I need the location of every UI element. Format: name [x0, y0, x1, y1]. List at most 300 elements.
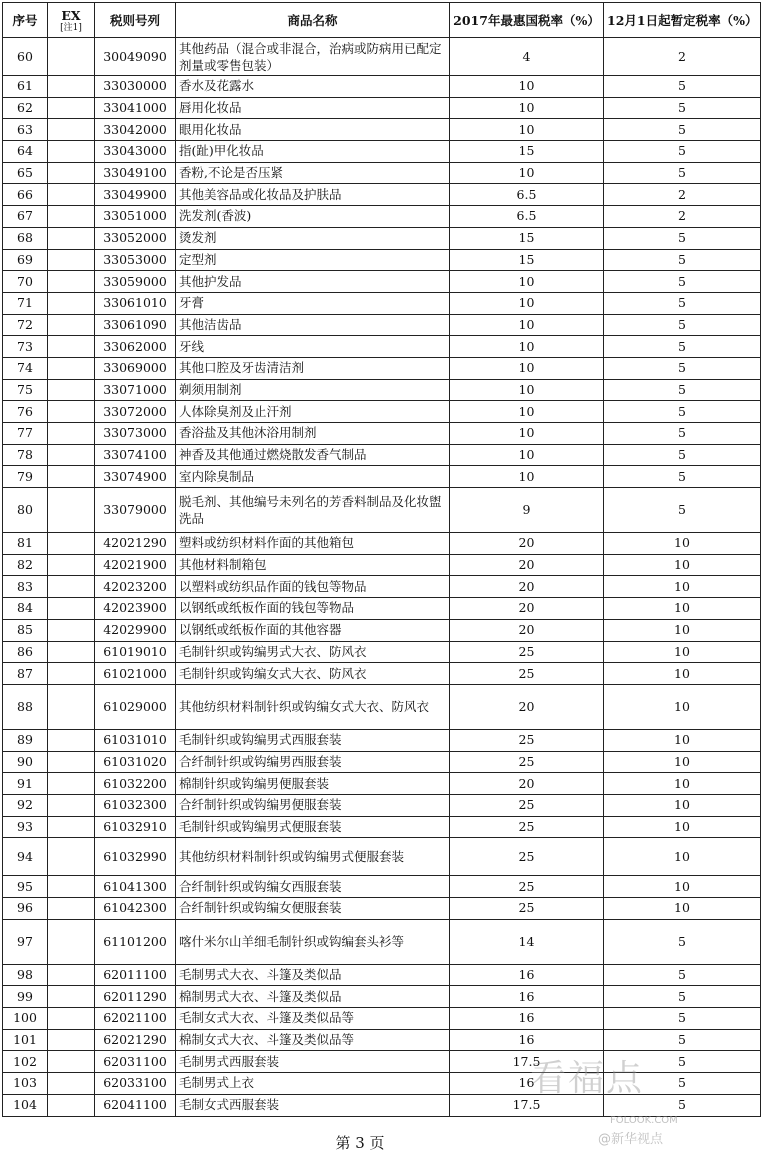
cell-ex	[48, 401, 95, 423]
cell-code: 61029000	[95, 684, 176, 729]
cell-rate-dec: 10	[604, 729, 761, 751]
cell-code: 33074100	[95, 444, 176, 466]
cell-name: 定型剂	[176, 249, 450, 271]
cell-name: 其他材料制箱包	[176, 554, 450, 576]
cell-no: 67	[3, 206, 48, 228]
cell-rate-dec: 2	[604, 206, 761, 228]
cell-name: 香粉,不论是否压紧	[176, 162, 450, 184]
cell-name: 其他护发品	[176, 271, 450, 293]
cell-rate-2017: 10	[450, 466, 604, 488]
cell-rate-dec: 5	[604, 76, 761, 98]
cell-name: 合纤制针织或钩编女西服套装	[176, 876, 450, 898]
cell-no: 101	[3, 1029, 48, 1051]
cell-ex	[48, 684, 95, 729]
cell-code: 61042300	[95, 898, 176, 920]
cell-code: 61019010	[95, 641, 176, 663]
cell-rate-2017: 20	[450, 684, 604, 729]
cell-code: 33061090	[95, 314, 176, 336]
cell-no: 77	[3, 423, 48, 445]
cell-rate-dec: 5	[604, 336, 761, 358]
cell-rate-dec: 5	[604, 1073, 761, 1095]
cell-no: 78	[3, 444, 48, 466]
table-row	[3, 292, 761, 314]
cell-rate-dec: 10	[604, 663, 761, 685]
table-row	[3, 357, 761, 379]
cell-ex	[48, 619, 95, 641]
cell-code: 33049100	[95, 162, 176, 184]
cell-name: 室内除臭制品	[176, 466, 450, 488]
cell-rate-dec: 5	[604, 964, 761, 986]
cell-rate-2017: 25	[450, 751, 604, 773]
cell-no: 68	[3, 227, 48, 249]
cell-ex	[48, 227, 95, 249]
cell-rate-dec: 10	[604, 794, 761, 816]
cell-name: 牙线	[176, 336, 450, 358]
cell-code: 42021290	[95, 533, 176, 555]
cell-ex	[48, 729, 95, 751]
table-row	[3, 684, 761, 729]
cell-code: 33061010	[95, 292, 176, 314]
header-ex-label: EX	[61, 7, 81, 23]
cell-no: 76	[3, 401, 48, 423]
cell-name: 唇用化妆品	[176, 97, 450, 119]
cell-name: 眼用化妆品	[176, 119, 450, 141]
cell-name: 合纤制针织或钩编女便服套装	[176, 898, 450, 920]
cell-no: 96	[3, 898, 48, 920]
cell-code: 42023200	[95, 576, 176, 598]
cell-name: 其他口腔及牙齿清洁剂	[176, 357, 450, 379]
cell-rate-dec: 10	[604, 684, 761, 729]
table-row	[3, 838, 761, 876]
cell-rate-2017: 10	[450, 336, 604, 358]
cell-rate-2017: 17.5	[450, 1094, 604, 1116]
page-number: 第 3 页	[335, 1134, 385, 1152]
cell-no: 65	[3, 162, 48, 184]
header-rate-2017: 2017年最惠国税率（%）	[450, 3, 604, 38]
cell-rate-2017: 17.5	[450, 1051, 604, 1073]
table-row	[3, 751, 761, 773]
cell-name: 棉制针织或钩编男便服套装	[176, 773, 450, 795]
table-row	[3, 184, 761, 206]
cell-name: 毛制针织或钩编男式大衣、防风衣	[176, 641, 450, 663]
cell-rate-2017: 16	[450, 1029, 604, 1051]
cell-code: 42023900	[95, 598, 176, 620]
cell-rate-dec: 10	[604, 533, 761, 555]
cell-code: 33074900	[95, 466, 176, 488]
cell-code: 61101200	[95, 919, 176, 964]
cell-rate-2017: 20	[450, 576, 604, 598]
header-ex	[48, 3, 95, 38]
cell-rate-dec: 10	[604, 641, 761, 663]
cell-rate-dec: 5	[604, 271, 761, 293]
cell-rate-dec: 5	[604, 249, 761, 271]
cell-rate-2017: 15	[450, 249, 604, 271]
cell-code: 33072000	[95, 401, 176, 423]
cell-name: 毛制男式上衣	[176, 1073, 450, 1095]
cell-rate-dec: 10	[604, 576, 761, 598]
cell-no: 98	[3, 964, 48, 986]
cell-rate-dec: 5	[604, 401, 761, 423]
cell-rate-dec: 10	[604, 838, 761, 876]
header-no: 序号	[3, 3, 48, 38]
cell-ex	[48, 1008, 95, 1030]
cell-rate-2017: 4	[450, 38, 604, 76]
cell-code: 61032200	[95, 773, 176, 795]
cell-code: 33073000	[95, 423, 176, 445]
cell-rate-2017: 10	[450, 292, 604, 314]
cell-rate-2017: 10	[450, 76, 604, 98]
cell-name: 以钢纸或纸板作面的钱包等物品	[176, 598, 450, 620]
cell-rate-dec: 5	[604, 986, 761, 1008]
table-row	[3, 119, 761, 141]
cell-code: 33051000	[95, 206, 176, 228]
table-row	[3, 641, 761, 663]
table-row	[3, 1008, 761, 1030]
cell-rate-dec: 10	[604, 876, 761, 898]
cell-rate-2017: 25	[450, 641, 604, 663]
cell-ex	[48, 141, 95, 163]
cell-ex	[48, 964, 95, 986]
table-row	[3, 76, 761, 98]
cell-no: 74	[3, 357, 48, 379]
cell-code: 33041000	[95, 97, 176, 119]
header-ex-note: [注1]	[60, 22, 82, 33]
cell-no: 69	[3, 249, 48, 271]
cell-rate-dec: 5	[604, 292, 761, 314]
cell-ex	[48, 488, 95, 533]
table-row	[3, 919, 761, 964]
table-row	[3, 379, 761, 401]
cell-rate-dec: 5	[604, 119, 761, 141]
table-row	[3, 876, 761, 898]
table-row	[3, 964, 761, 986]
table-row	[3, 249, 761, 271]
cell-no: 71	[3, 292, 48, 314]
cell-rate-dec: 5	[604, 97, 761, 119]
cell-rate-dec: 5	[604, 919, 761, 964]
cell-name: 指(趾)甲化妆品	[176, 141, 450, 163]
cell-no: 102	[3, 1051, 48, 1073]
cell-name: 棉制男式大衣、斗篷及类似品	[176, 986, 450, 1008]
cell-name: 毛制男式西服套装	[176, 1051, 450, 1073]
cell-ex	[48, 336, 95, 358]
cell-rate-2017: 10	[450, 97, 604, 119]
table-header-row	[3, 3, 761, 38]
cell-no: 93	[3, 816, 48, 838]
cell-code: 61032300	[95, 794, 176, 816]
cell-rate-dec: 5	[604, 488, 761, 533]
cell-no: 73	[3, 336, 48, 358]
cell-rate-2017: 15	[450, 141, 604, 163]
cell-name: 毛制针织或钩编男式西服套装	[176, 729, 450, 751]
cell-name: 塑料或纺织材料作面的其他箱包	[176, 533, 450, 555]
table-row	[3, 162, 761, 184]
cell-rate-2017: 10	[450, 119, 604, 141]
cell-ex	[48, 119, 95, 141]
cell-ex	[48, 598, 95, 620]
cell-rate-dec: 10	[604, 816, 761, 838]
cell-no: 97	[3, 919, 48, 964]
cell-no: 60	[3, 38, 48, 76]
cell-no: 81	[3, 533, 48, 555]
cell-code: 33049900	[95, 184, 176, 206]
cell-code: 61021000	[95, 663, 176, 685]
cell-rate-dec: 10	[604, 898, 761, 920]
cell-code: 62011290	[95, 986, 176, 1008]
cell-ex	[48, 816, 95, 838]
cell-name: 香水及花露水	[176, 76, 450, 98]
cell-code: 61031010	[95, 729, 176, 751]
cell-name: 洗发剂(香波)	[176, 206, 450, 228]
cell-ex	[48, 1051, 95, 1073]
cell-rate-2017: 6.5	[450, 184, 604, 206]
table-row	[3, 444, 761, 466]
cell-name: 毛制女式大衣、斗篷及类似品等	[176, 1008, 450, 1030]
cell-name: 其他洁齿品	[176, 314, 450, 336]
table-row	[3, 97, 761, 119]
cell-rate-2017: 6.5	[450, 206, 604, 228]
cell-rate-2017: 9	[450, 488, 604, 533]
table-row	[3, 488, 761, 533]
cell-code: 33053000	[95, 249, 176, 271]
cell-no: 87	[3, 663, 48, 685]
cell-rate-dec: 5	[604, 141, 761, 163]
cell-no: 80	[3, 488, 48, 533]
cell-ex	[48, 554, 95, 576]
cell-ex	[48, 919, 95, 964]
cell-rate-2017: 16	[450, 1008, 604, 1030]
watermark-site: FOLOOK.COM	[610, 1115, 678, 1126]
cell-rate-2017: 25	[450, 876, 604, 898]
cell-name: 以钢纸或纸板作面的其他容器	[176, 619, 450, 641]
cell-rate-2017: 20	[450, 619, 604, 641]
cell-code: 33052000	[95, 227, 176, 249]
watermark-logo: 看福点	[530, 1058, 645, 1099]
cell-no: 83	[3, 576, 48, 598]
table-row	[3, 1029, 761, 1051]
table-row	[3, 619, 761, 641]
cell-rate-2017: 15	[450, 227, 604, 249]
cell-rate-2017: 25	[450, 838, 604, 876]
cell-rate-2017: 10	[450, 162, 604, 184]
cell-name: 牙膏	[176, 292, 450, 314]
cell-ex	[48, 898, 95, 920]
cell-name: 人体除臭剂及止汗剂	[176, 401, 450, 423]
cell-rate-dec: 10	[604, 773, 761, 795]
cell-name: 其他纺织材料制针织或钩编男式便服套装	[176, 838, 450, 876]
table-row	[3, 466, 761, 488]
cell-ex	[48, 292, 95, 314]
cell-code: 61032910	[95, 816, 176, 838]
header-rate-dec: 12月1日起暂定税率（%）	[604, 3, 761, 38]
cell-ex	[48, 314, 95, 336]
watermark-handle: @新华视点	[598, 1132, 664, 1147]
cell-name: 剃须用制剂	[176, 379, 450, 401]
cell-rate-dec: 5	[604, 423, 761, 445]
cell-name: 香浴盐及其他沐浴用制剂	[176, 423, 450, 445]
cell-code: 33042000	[95, 119, 176, 141]
cell-code: 62031100	[95, 1051, 176, 1073]
cell-name: 毛制针织或钩编男式便服套装	[176, 816, 450, 838]
table-row	[3, 1051, 761, 1073]
cell-ex	[48, 97, 95, 119]
table-row	[3, 227, 761, 249]
cell-code: 33043000	[95, 141, 176, 163]
cell-ex	[48, 751, 95, 773]
cell-no: 62	[3, 97, 48, 119]
cell-rate-dec: 5	[604, 444, 761, 466]
cell-rate-2017: 10	[450, 314, 604, 336]
cell-rate-dec: 10	[604, 554, 761, 576]
cell-ex	[48, 444, 95, 466]
table-row	[3, 816, 761, 838]
cell-ex	[48, 184, 95, 206]
header-code: 税则号列	[95, 3, 176, 38]
cell-ex	[48, 423, 95, 445]
cell-code: 61041300	[95, 876, 176, 898]
cell-ex	[48, 986, 95, 1008]
cell-ex	[48, 38, 95, 76]
table-body	[3, 38, 761, 1117]
cell-rate-dec: 10	[604, 598, 761, 620]
cell-rate-2017: 14	[450, 919, 604, 964]
cell-rate-2017: 25	[450, 816, 604, 838]
cell-ex	[48, 773, 95, 795]
cell-rate-2017: 25	[450, 663, 604, 685]
cell-no: 89	[3, 729, 48, 751]
cell-no: 99	[3, 986, 48, 1008]
cell-no: 104	[3, 1094, 48, 1116]
table-row	[3, 598, 761, 620]
table-row	[3, 898, 761, 920]
cell-ex	[48, 249, 95, 271]
cell-rate-2017: 10	[450, 379, 604, 401]
table-row	[3, 1073, 761, 1095]
table-row	[3, 38, 761, 76]
cell-ex	[48, 838, 95, 876]
cell-name: 其他药品（混合或非混合，治病或防病用已配定剂量或零售包装）	[176, 38, 450, 76]
cell-rate-dec: 5	[604, 162, 761, 184]
cell-no: 86	[3, 641, 48, 663]
cell-no: 70	[3, 271, 48, 293]
cell-no: 84	[3, 598, 48, 620]
cell-name: 合纤制针织或钩编男西服套装	[176, 751, 450, 773]
cell-rate-2017: 20	[450, 533, 604, 555]
cell-rate-dec: 5	[604, 1008, 761, 1030]
cell-name: 喀什米尔山羊细毛制针织或钩编套头衫等	[176, 919, 450, 964]
cell-no: 63	[3, 119, 48, 141]
cell-no: 72	[3, 314, 48, 336]
cell-no: 79	[3, 466, 48, 488]
cell-no: 91	[3, 773, 48, 795]
cell-rate-2017: 16	[450, 964, 604, 986]
cell-ex	[48, 794, 95, 816]
cell-name: 烫发剂	[176, 227, 450, 249]
cell-code: 33079000	[95, 488, 176, 533]
cell-code: 62021100	[95, 1008, 176, 1030]
cell-ex	[48, 1094, 95, 1116]
cell-rate-2017: 20	[450, 554, 604, 576]
cell-rate-2017: 20	[450, 598, 604, 620]
cell-rate-2017: 16	[450, 986, 604, 1008]
table-row	[3, 336, 761, 358]
table-row	[3, 773, 761, 795]
table-row	[3, 533, 761, 555]
cell-code: 62033100	[95, 1073, 176, 1095]
cell-ex	[48, 663, 95, 685]
cell-rate-2017: 20	[450, 773, 604, 795]
cell-name: 以塑料或纺织品作面的钱包等物品	[176, 576, 450, 598]
cell-name: 神香及其他通过燃烧散发香气制品	[176, 444, 450, 466]
cell-ex	[48, 576, 95, 598]
cell-code: 61031020	[95, 751, 176, 773]
cell-ex	[48, 1029, 95, 1051]
cell-ex	[48, 641, 95, 663]
cell-no: 61	[3, 76, 48, 98]
cell-rate-2017: 25	[450, 729, 604, 751]
table-row	[3, 206, 761, 228]
cell-rate-dec: 5	[604, 314, 761, 336]
cell-ex	[48, 466, 95, 488]
table-row	[3, 663, 761, 685]
cell-no: 85	[3, 619, 48, 641]
table-row	[3, 729, 761, 751]
cell-code: 42021900	[95, 554, 176, 576]
cell-code: 33071000	[95, 379, 176, 401]
cell-code: 33062000	[95, 336, 176, 358]
cell-code: 62011100	[95, 964, 176, 986]
cell-ex	[48, 76, 95, 98]
cell-rate-dec: 5	[604, 379, 761, 401]
cell-ex	[48, 533, 95, 555]
cell-name: 合纤制针织或钩编男便服套装	[176, 794, 450, 816]
cell-code: 33030000	[95, 76, 176, 98]
cell-no: 66	[3, 184, 48, 206]
cell-no: 64	[3, 141, 48, 163]
table-row	[3, 1094, 761, 1116]
cell-name: 棉制女式大衣、斗篷及类似品等	[176, 1029, 450, 1051]
cell-name: 毛制男式大衣、斗篷及类似品	[176, 964, 450, 986]
cell-ex	[48, 162, 95, 184]
cell-rate-dec: 5	[604, 1051, 761, 1073]
cell-rate-2017: 10	[450, 423, 604, 445]
cell-ex	[48, 379, 95, 401]
table-row	[3, 401, 761, 423]
cell-code: 33069000	[95, 357, 176, 379]
cell-rate-dec: 5	[604, 466, 761, 488]
cell-rate-2017: 10	[450, 401, 604, 423]
cell-rate-dec: 2	[604, 38, 761, 76]
cell-no: 90	[3, 751, 48, 773]
cell-code: 62021290	[95, 1029, 176, 1051]
table-row	[3, 986, 761, 1008]
table-row	[3, 314, 761, 336]
header-name: 商品名称	[176, 3, 450, 38]
cell-code: 61032990	[95, 838, 176, 876]
table-row	[3, 271, 761, 293]
cell-code: 62041100	[95, 1094, 176, 1116]
table-row	[3, 576, 761, 598]
cell-rate-dec: 10	[604, 751, 761, 773]
cell-name: 脱毛剂、其他编号未列名的芳香料制品及化妆盥洗品	[176, 488, 450, 533]
cell-ex	[48, 876, 95, 898]
table-row	[3, 423, 761, 445]
cell-ex	[48, 271, 95, 293]
cell-name: 毛制女式西服套装	[176, 1094, 450, 1116]
cell-no: 75	[3, 379, 48, 401]
table-row	[3, 141, 761, 163]
cell-rate-2017: 10	[450, 444, 604, 466]
